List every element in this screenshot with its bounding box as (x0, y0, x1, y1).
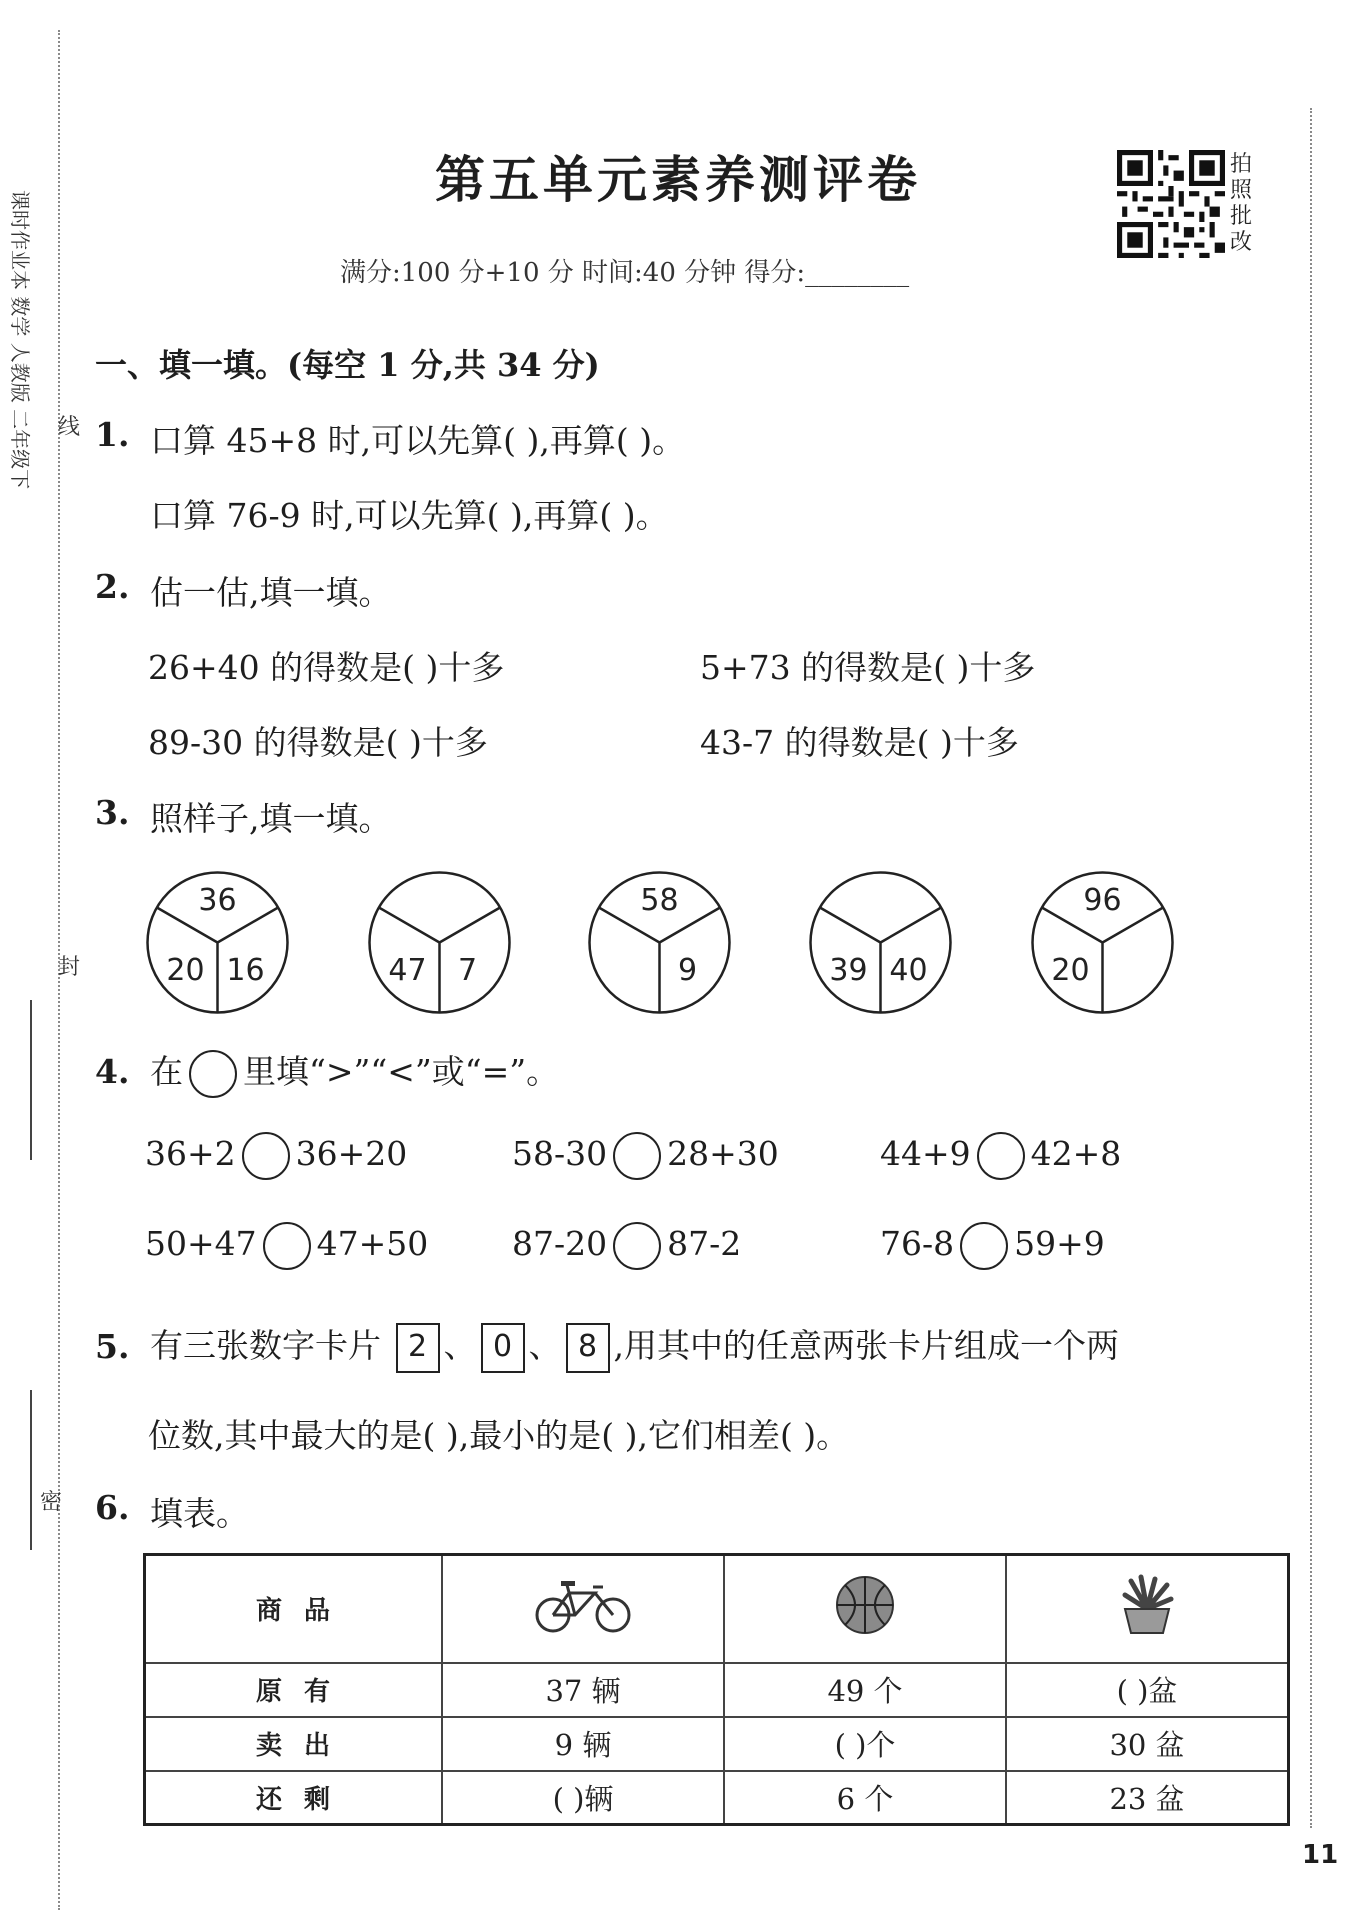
q4-pre: 在 (150, 1052, 183, 1091)
q1-line2: 口算 76-9 时,可以先算( ),再算( )。 (150, 496, 669, 535)
q2-number: 2. (95, 567, 130, 606)
number-pie-3 (587, 870, 732, 1015)
q1-line1: 口算 45+8 时,可以先算( ),再算( )。 (150, 421, 686, 460)
pie-right-value: 9 (677, 953, 698, 988)
score-meta: 满分:100 分+10 分 时间:40 分钟 得分:________ (340, 258, 910, 288)
page-number: 11 (1302, 1840, 1339, 1870)
compare-left-expr: 58-30 (512, 1134, 608, 1173)
digit-card: 2 (396, 1323, 440, 1373)
q4-number: 4. (95, 1052, 130, 1091)
compare-left-expr: 87-20 (512, 1224, 608, 1263)
pie-left-value: 47 (388, 953, 427, 988)
table-cell: 49 个 (724, 1663, 1006, 1717)
q5-post: ,用其中的任意两张卡片组成一个两 (613, 1326, 1119, 1365)
compare-answer-circle[interactable] (977, 1132, 1025, 1180)
pie-left-value: 39 (829, 953, 868, 988)
q5-line1 (150, 1320, 1119, 1373)
q2-text: 估一估,填一填。 (150, 573, 392, 612)
goods-table (143, 1553, 1290, 1826)
compare-left-expr: 44+9 (880, 1134, 971, 1173)
compare-item (880, 1222, 1105, 1270)
side-name-line (30, 1000, 32, 1160)
table-cell: ( )辆 (442, 1771, 724, 1825)
compare-answer-circle[interactable] (263, 1222, 311, 1270)
q3-text: 照样子,填一填。 (150, 799, 392, 838)
number-pie-4 (808, 870, 953, 1015)
digit-card: 0 (481, 1323, 525, 1373)
pie-right-value: 40 (889, 953, 928, 988)
compare-right-expr: 47+50 (316, 1224, 429, 1263)
pie-top-value: 36 (198, 883, 237, 918)
section-heading: 一、填一填。(每空 1 分,共 34 分) (95, 346, 600, 384)
right-margin-dotted-line (1310, 108, 1312, 1828)
table-cell: ( )个 (724, 1717, 1006, 1771)
number-pie-1 (145, 870, 290, 1015)
q2-item-d: 43-7 的得数是( )十多 (700, 723, 1019, 762)
compare-item (145, 1132, 407, 1180)
q1-number: 1. (95, 415, 130, 454)
basketball-icon (724, 1555, 1006, 1663)
side-book-title: 课时作业本 数学 人教版 二年级下 (8, 190, 32, 490)
q4-post: 里填“>”“<”或“=”。 (243, 1052, 560, 1091)
q5-line2: 位数,其中最大的是( ),最小的是( ),它们相差( )。 (148, 1416, 850, 1455)
compare-left-expr: 50+47 (145, 1224, 257, 1263)
pie-left-value: 20 (166, 953, 205, 988)
table-header-goods: 商品 (145, 1555, 443, 1663)
compare-left-expr: 36+2 (145, 1134, 236, 1173)
compare-circle-sample (189, 1050, 237, 1098)
compare-item (880, 1132, 1121, 1180)
table-cell: 37 辆 (442, 1663, 724, 1717)
compare-answer-circle[interactable] (613, 1222, 661, 1270)
q4-instruction (150, 1046, 559, 1098)
compare-item (512, 1222, 741, 1270)
q3-number: 3. (95, 793, 130, 832)
number-pie-5 (1030, 870, 1175, 1015)
q5-pre: 有三张数字卡片 (150, 1326, 381, 1365)
pie-top-value: 58 (640, 883, 679, 918)
compare-right-expr: 28+30 (667, 1134, 779, 1173)
table-header-sold: 卖出 (145, 1717, 443, 1771)
compare-right-expr: 87-2 (667, 1224, 742, 1263)
table-cell: ( )盆 (1006, 1663, 1289, 1717)
digit-card: 8 (566, 1323, 610, 1373)
pie-right-value: 7 (457, 953, 478, 988)
side-class-line (30, 1390, 32, 1550)
bicycle-icon (442, 1555, 724, 1663)
compare-left-expr: 76-8 (880, 1224, 955, 1263)
compare-answer-circle[interactable] (242, 1132, 290, 1180)
compare-answer-circle[interactable] (960, 1222, 1008, 1270)
side-mi: 密 (40, 1490, 63, 1515)
card-separator: 、 (443, 1326, 477, 1365)
compare-item (512, 1132, 779, 1180)
pie-right-value: 16 (226, 953, 265, 988)
table-cell: 23 盆 (1006, 1771, 1289, 1825)
q6-text: 填表。 (150, 1494, 249, 1533)
qr-caption: 拍照批改 (1230, 152, 1253, 255)
compare-right-expr: 36+20 (295, 1134, 408, 1173)
q5-number: 5. (95, 1327, 130, 1366)
table-header-remaining: 还剩 (145, 1771, 443, 1825)
pie-top-value: 96 (1083, 883, 1122, 918)
compare-right-expr: 42+8 (1030, 1134, 1122, 1173)
number-pie-2 (367, 870, 512, 1015)
page-title: 第五单元素养测评卷 (435, 150, 921, 209)
qr-code-icon[interactable] (1117, 150, 1225, 258)
compare-answer-circle[interactable] (613, 1132, 661, 1180)
table-cell: 6 个 (724, 1771, 1006, 1825)
table-cell: 9 辆 (442, 1717, 724, 1771)
q2-item-c: 89-30 的得数是( )十多 (148, 723, 488, 762)
pie-left-value: 20 (1051, 953, 1090, 988)
side-xian: 线 (58, 415, 81, 440)
compare-right-expr: 59+9 (1014, 1224, 1105, 1263)
table-cell: 30 盆 (1006, 1717, 1289, 1771)
card-separator: 、 (528, 1326, 562, 1365)
potted-plant-icon (1006, 1555, 1289, 1663)
q2-item-b: 5+73 的得数是( )十多 (700, 648, 1036, 687)
side-feng: 封 (58, 955, 81, 980)
q2-item-a: 26+40 的得数是( )十多 (148, 648, 505, 687)
compare-item (145, 1222, 428, 1270)
table-header-original: 原有 (145, 1663, 443, 1717)
q6-number: 6. (95, 1488, 130, 1527)
